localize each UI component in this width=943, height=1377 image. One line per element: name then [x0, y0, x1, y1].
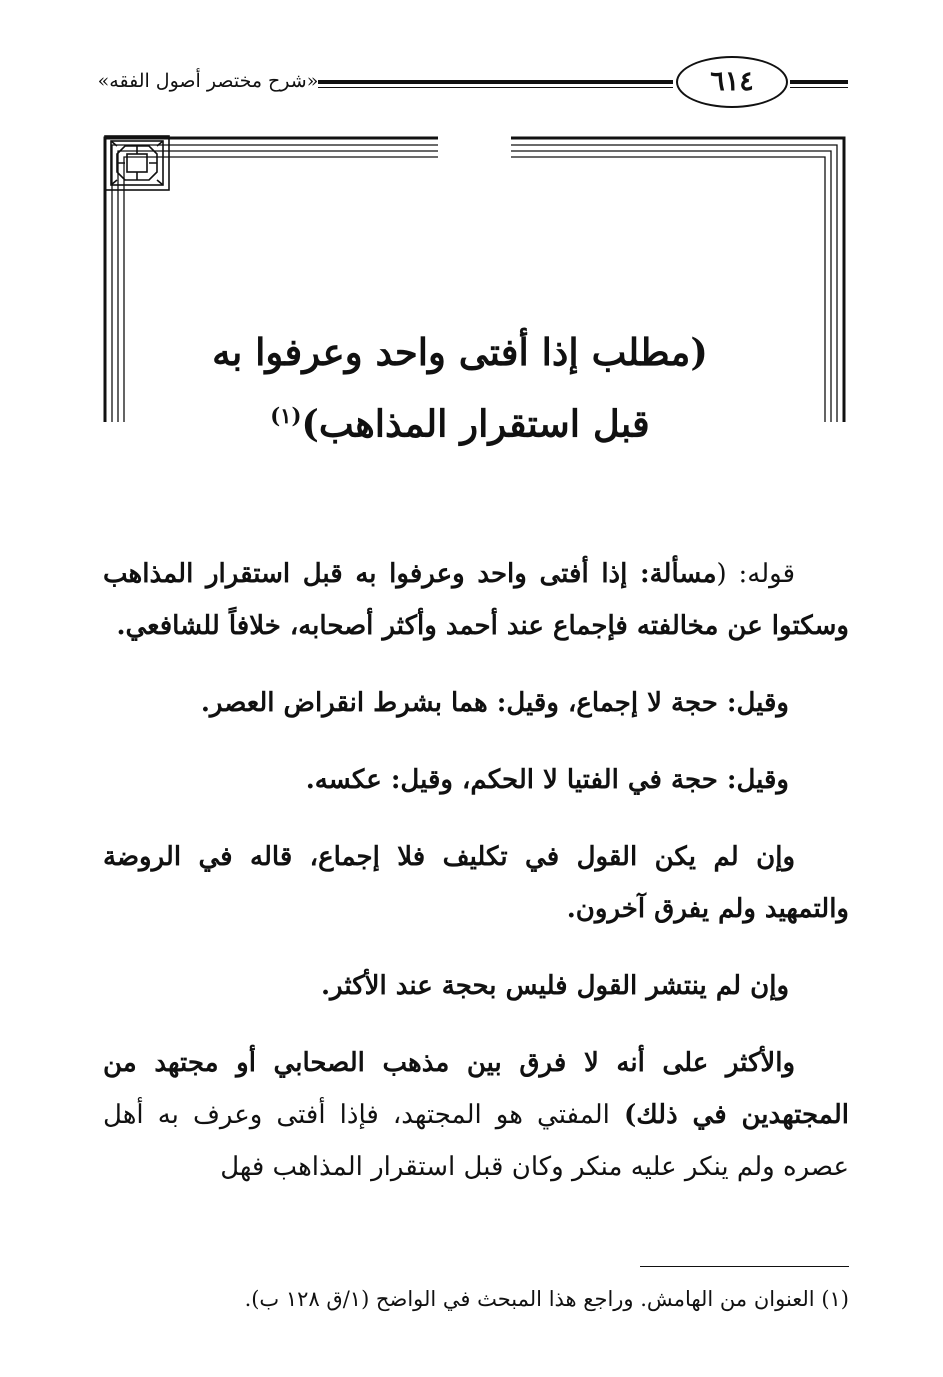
header-rule-right [790, 80, 848, 88]
header-rule-left [318, 80, 673, 88]
footnote-separator [640, 1266, 849, 1267]
section-title-line-2 [140, 384, 780, 455]
paragraph-1-quote: مسألة: إذا أفتى واحد وعرفوا به قبل استقرار المذاهب وسكتوا عن مخالفته فإجماع عند أحمد وأكثر أصحابه، خلافاً للشافعي. [103, 559, 849, 641]
section-title [140, 320, 780, 455]
paragraph-6 [103, 1037, 849, 1193]
running-header-book-title: «شرح مختصر أصول الفقه» [97, 70, 319, 92]
main-text [103, 548, 849, 1218]
paragraph-3 [103, 754, 849, 806]
star-ornament-icon [103, 134, 171, 192]
paragraph-1 [103, 548, 849, 652]
page-number: ٦١٤ [676, 56, 788, 108]
paragraph-3-text: وقيل: حجة في الفتيا لا الحكم، وقيل: عكسه. [305, 765, 789, 795]
paragraph-5-text: وإن لم ينتشر القول فليس بحجة عند الأكثر. [321, 971, 789, 1001]
paragraph-6-quote: والأكثر على أنه لا فرق بين مذهب الصحابي أو مجتهد من المجتهدين في ذلك) [103, 1048, 849, 1130]
paragraph-2 [103, 677, 849, 729]
paragraph-4-text: وإن لم يكن القول في تكليف فلا إجماع، قاله في الروضة والتمهيد ولم يفرق آخرون. [103, 842, 849, 924]
section-title-line-2-text: قبل استقرار المذاهب) [301, 401, 650, 446]
paragraph-2-text: وقيل: حجة لا إجماع، وقيل: هما بشرط انقراض العصر. [200, 688, 789, 718]
paragraph-1-intro: قوله: ( [716, 559, 796, 589]
paragraph-6-commentary: المفتي هو المجتهد، فإذا أفتى وعرف به أهل عصره ولم ينكر عليه منكر وكان قبل استقرار المذاهب فهل [103, 1100, 849, 1182]
footnote: (١) العنوان من الهامش. وراجع هذا المبحث في الواضح (١/ق ١٢٨ ب). [244, 1287, 849, 1311]
paragraph-5 [103, 960, 849, 1012]
section-title-line-1: (مطلب إذا أفتى واحد وعرفوا به [212, 330, 708, 374]
paragraph-4 [103, 831, 849, 935]
footnote-marker: (١) [270, 403, 302, 428]
